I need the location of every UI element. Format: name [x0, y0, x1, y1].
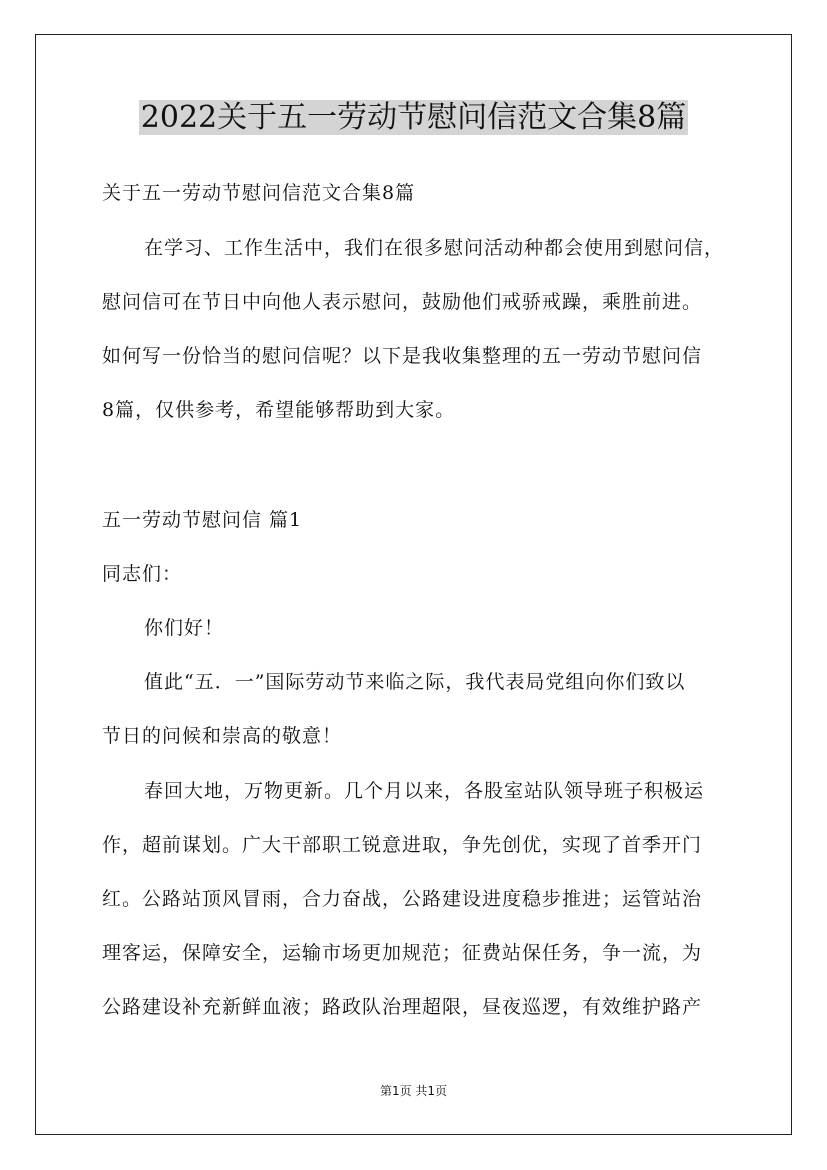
document-title — [0, 96, 827, 140]
paragraph-line: 公路建设补充新鲜血液；路政队治理超限，昼夜巡逻，有效维护路产 — [102, 996, 703, 1018]
intro-line: 在学习、工作生活中，我们在很多慰问活动种都会使用到慰问信， — [144, 237, 725, 259]
document-subtitle: 关于五一劳动节慰问信范文合集8篇 — [102, 182, 416, 204]
page-footer: 第1页 共1页 — [379, 1084, 448, 1098]
paragraph-line: 节日的问候和崇高的敬意！ — [102, 725, 343, 747]
paragraph-line: 理客运，保障安全，运输市场更加规范；征费站保任务，争一流，为 — [102, 942, 703, 964]
paragraph-line: 作，超前谋划。广大干部职工锐意进取，争先创优，实现了首季开门 — [102, 834, 703, 856]
section-heading: 五一劳动节慰问信 篇1 — [102, 509, 303, 531]
paragraph-line: 春回大地，万物更新。几个月以来，各股室站队领导班子积极运 — [144, 780, 705, 802]
greeting: 你们好！ — [144, 617, 225, 639]
paragraph-line: 红。公路站顶风冒雨，合力奋战，公路建设进度稳步推进；运管站治 — [102, 888, 703, 910]
intro-line: 如何写一份恰当的慰问信呢？以下是我收集整理的五一劳动节慰问信 — [102, 345, 703, 367]
intro-line: 慰问信可在节日中向他人表示慰问，鼓励他们戒骄戒躁，乘胜前进。 — [102, 291, 703, 313]
document-title-text: 2022关于五一劳动节慰问信范文合集8篇 — [140, 100, 687, 135]
intro-line: 8篇，仅供参考，希望能够帮助到大家。 — [102, 399, 456, 421]
salutation: 同志们： — [102, 563, 183, 585]
paragraph-line: 值此“五．一”国际劳动节来临之际，我代表局党组向你们致以 — [144, 671, 686, 693]
